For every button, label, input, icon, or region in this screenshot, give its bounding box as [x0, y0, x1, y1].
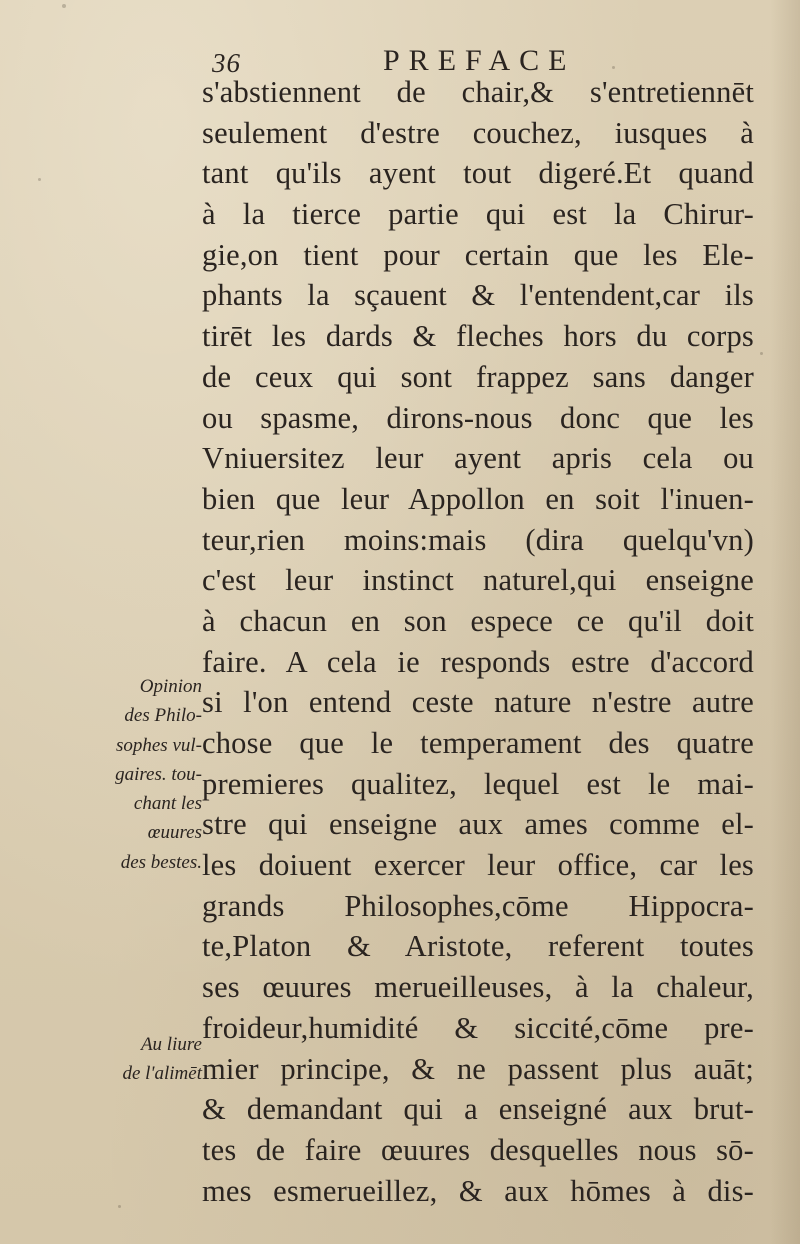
margin-note-aliment — [70, 1030, 202, 1089]
text-line: les doiuent exercer leur office, car les — [202, 848, 754, 883]
margin-note-line: Opinion — [139, 676, 202, 697]
page-edge-shadow — [770, 0, 800, 1244]
text-line: gie,on tient pour certain que les Ele- — [202, 237, 754, 272]
text-line: s'abstiennent de chair,& s'entretiennēt — [202, 75, 754, 109]
text-line: & demandant qui a enseigné aux brut- — [202, 1092, 754, 1127]
margin-note-line: Au liure — [140, 1034, 202, 1055]
paper-speck — [612, 66, 615, 69]
text-line: tirēt les dards & fleches hors du corps — [202, 319, 754, 354]
page-number: 36 — [212, 48, 241, 78]
margin-note-line: sophes vul- — [115, 734, 202, 756]
margin-note-line: gaires. tou- — [115, 763, 202, 785]
text-line: de ceux qui sont frappez sans danger — [202, 359, 754, 394]
text-line: Vniuersitez leur ayent apris cela ou — [202, 441, 754, 476]
text-line: mes esmerueillez, & aux hōmes à dis- — [202, 1173, 754, 1208]
text-line: grands Philosophes,cōme Hippocra- — [202, 888, 754, 923]
text-line: phants la sçauent & l'entendent,car ils — [202, 278, 754, 313]
text-line: tant qu'ils ayent tout digeré.Et quand — [202, 156, 754, 191]
margin-note-opinion — [70, 672, 202, 877]
text-line: chose que le temperament des quatre — [202, 726, 754, 760]
text-line: à la tierce partie qui est la Chirur- — [202, 197, 754, 232]
text-line: bien que leur Appollon en soit l'inuen- — [202, 481, 754, 516]
margin-note-line: de l'alimēt — [122, 1063, 202, 1085]
text-line: mier principe, & ne passent plus auāt; — [202, 1051, 754, 1086]
margin-note-line: des Philo- — [124, 705, 202, 727]
margin-note-line: chant les — [133, 793, 202, 815]
text-line: premieres qualitez, lequel est le mai- — [202, 766, 754, 801]
text-line: faire. A cela ie responds estre d'accord — [202, 644, 754, 679]
margin-note-line: œuures — [147, 822, 202, 844]
body-text — [202, 72, 762, 1211]
paper-speck — [62, 4, 66, 8]
text-line: stre qui enseigne aux ames comme el- — [202, 807, 754, 842]
text-line: c'est leur instinct naturel,qui enseigne — [202, 563, 754, 598]
text-line: tes de faire œuures desquelles nous sō- — [202, 1132, 754, 1167]
text-line: à chacun en son espece ce qu'il doit — [202, 603, 754, 638]
paper-speck — [118, 1205, 121, 1208]
paper-speck — [38, 178, 41, 181]
running-title: PREFACE — [383, 44, 576, 77]
text-line: ses œuures merueilleuses, à la chaleur, — [202, 970, 754, 1005]
text-line: seulement d'estre couchez, iusques à — [202, 115, 754, 150]
margin-note-line: des bestes. — [120, 851, 202, 873]
text-line: te,Platon & Aristote, referent toutes — [202, 929, 754, 964]
text-line: froideur,humidité & siccité,cōme pre- — [202, 1010, 754, 1045]
text-line: ou spasme, dirons-nous donc que les — [202, 400, 754, 435]
text-line: si l'on entend ceste nature n'estre autre — [202, 685, 754, 720]
paper-speck — [760, 352, 763, 355]
text-line: teur,rien moins:mais (dira quelqu'vn) — [202, 522, 754, 557]
